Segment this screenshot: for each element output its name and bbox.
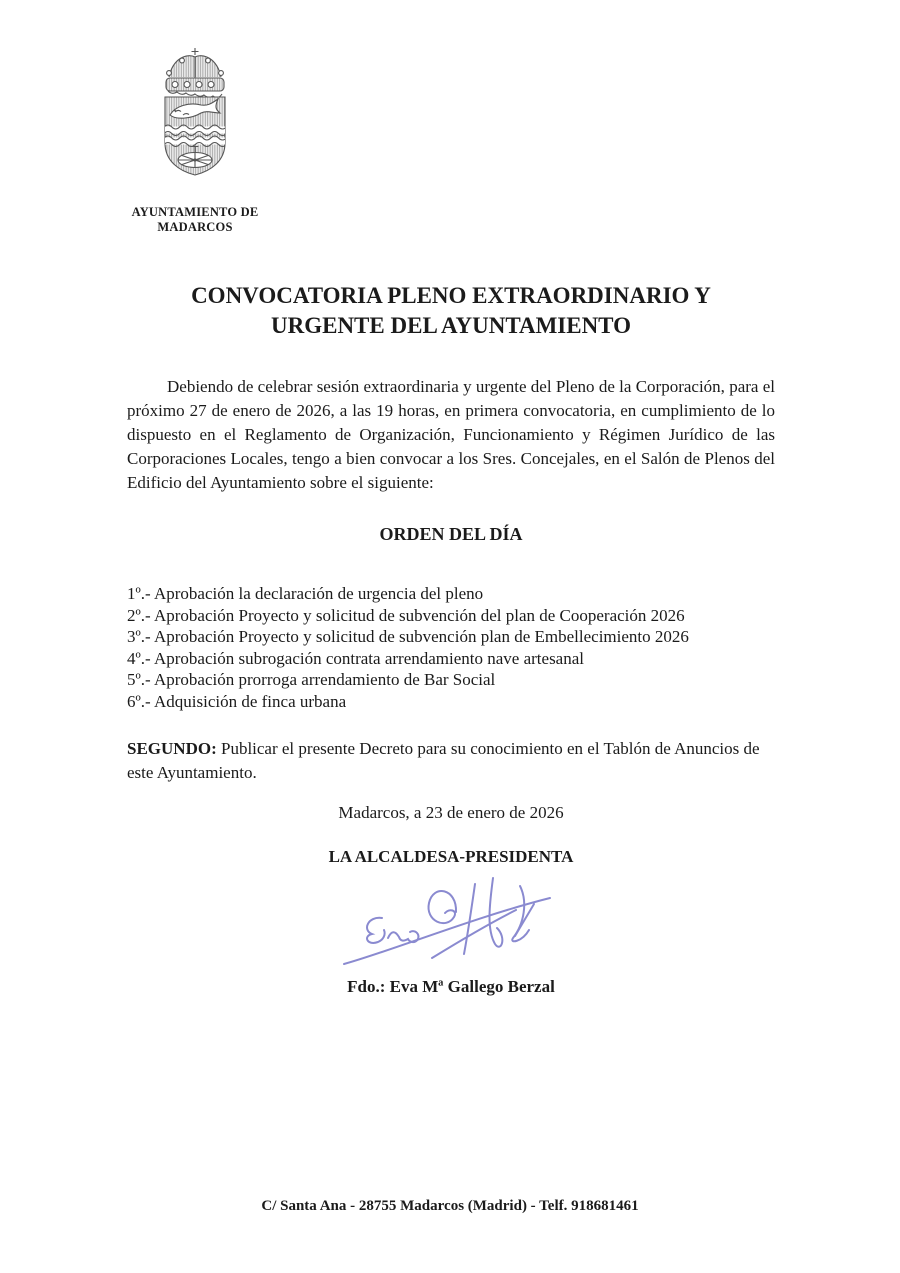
agenda-item: 4º.- Aprobación subrogación contrata arrendamiento nave artesanal — [127, 648, 584, 668]
agenda-item: 5º.- Aprobación prorroga arrendamiento de Bar Social — [127, 670, 496, 689]
second-paragraph — [127, 737, 775, 785]
signature-name: Fdo.: Eva Mª Gallego Berzal — [347, 977, 555, 996]
agenda-item: 2º.- Aprobación Proyecto y solicitud de subvención del plan de Cooperación 2026 — [127, 605, 685, 625]
document-title — [127, 281, 775, 341]
crown — [166, 48, 224, 98]
document-title-line1: CONVOCATORIA PLENO EXTRAORDINARIO Y — [191, 283, 711, 308]
intro-paragraph: Debiendo de celebrar sesión extraordinaria y urgente del Pleno de la Corporación, para el próximo 27 de enero de 2026, a las 19 horas, en primera convocatoria, en cumplimiento de lo dispuesto en el Reglamento de Organización, Funcionamiento y Régimen Jurídico de las Corporaciones Locales, tengo a bien convocar a los Sres. Concejales, en el Salón de Plenos del Edificio del Ayuntamiento sobre el siguiente: — [127, 377, 775, 492]
agenda-item: 6º.- Adquisición de finca urbana — [127, 691, 347, 711]
org-name-line2: MADARCOS — [157, 220, 233, 234]
org-name — [129, 205, 261, 235]
signature-area — [127, 872, 775, 972]
signer-title: LA ALCALDESA-PRESIDENTA — [328, 847, 574, 866]
footer-address: C/ Santa Ana - 28755 Madarcos (Madrid) - Telf. 918681461 — [261, 1198, 639, 1214]
second-paragraph-label: SEGUNDO: — [127, 739, 217, 758]
org-name-line1: AYUNTAMIENTO DE — [131, 205, 259, 219]
second-paragraph-text: Publicar el presente Decreto para su conocimiento en el Tablón de Anuncios de este Ayuntamiento. — [127, 739, 760, 782]
agenda-item: 3º.- Aprobación Proyecto y solicitud de subvención plan de Embellecimiento 2026 — [127, 627, 689, 646]
header — [129, 45, 261, 235]
document-title-line2: URGENTE DEL AYUNTAMIENTO — [271, 313, 631, 338]
madarcos-coat-of-arms-icon — [159, 45, 231, 185]
shield — [164, 97, 226, 175]
agenda-item: 1º.- Aprobación la declaración de urgencia del pleno — [127, 584, 484, 603]
agenda-heading: ORDEN DEL DÍA — [379, 524, 523, 544]
document-content — [127, 0, 775, 998]
signature-scribble — [336, 872, 566, 972]
agenda-list — [127, 583, 775, 712]
dateline: Madarcos, a 23 de enero de 2026 — [338, 803, 564, 822]
